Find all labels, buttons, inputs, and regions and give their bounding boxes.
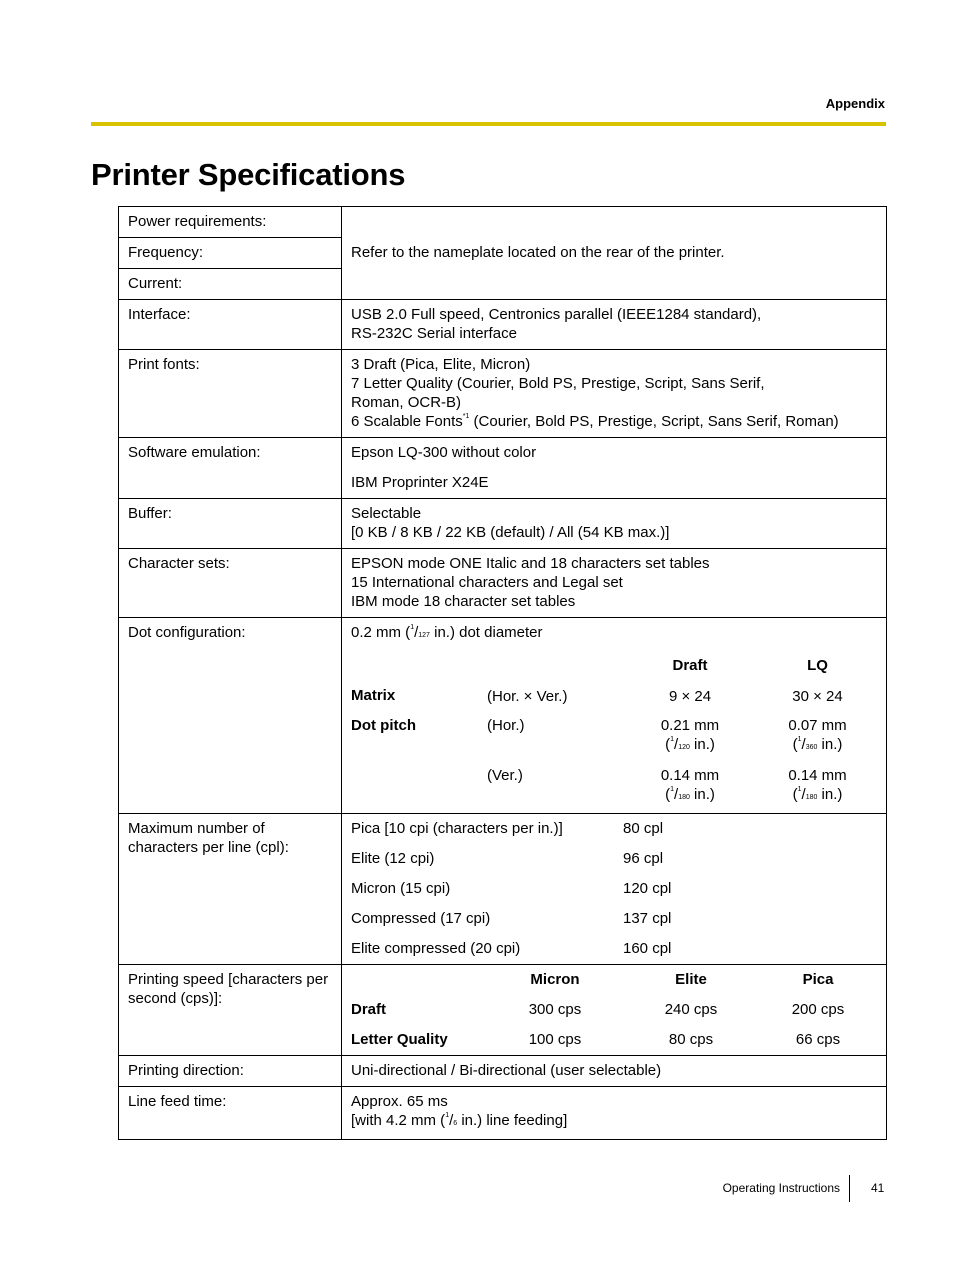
label-interface: Interface: (119, 300, 342, 350)
dot-config-table (351, 645, 877, 807)
fonts-line-scalable (351, 412, 877, 431)
label-buffer: Buffer: (119, 499, 342, 549)
value-power: Refer to the nameplate located on the rear of the printer. (342, 207, 887, 300)
value-interface (342, 300, 887, 350)
matrix-draft: 9 × 24 (668, 688, 712, 705)
spec-row-charsets (119, 549, 887, 618)
spec-row-power (119, 207, 887, 238)
label-charsets: Character sets: (119, 549, 342, 618)
cpl-row: Micron (15 cpi) 120 cpl (351, 880, 672, 897)
value-dots (342, 618, 887, 814)
buffer-line: [0 KB / 8 KB / 22 KB (default) / All (54 KB max.)] (351, 524, 670, 541)
value-direction: Uni-directional / Bi-directional (user selectable) (342, 1056, 887, 1087)
spec-row-fonts (119, 350, 887, 438)
col-elite: Elite (675, 971, 707, 988)
label-cpl: Maximum number of characters per line (cpl): (119, 814, 342, 965)
pitch-hor-draft: 0.21 mm ($^1$/120 in.) (660, 717, 720, 753)
charsets-line: EPSON mode ONE Italic and 18 characters set tables (351, 555, 710, 572)
section-label: Appendix (825, 96, 885, 111)
emulation-line: Epson LQ-300 without color (351, 444, 537, 461)
label-power: Power requirements: (119, 207, 342, 238)
footer-doc-title: Operating Instructions (722, 1181, 840, 1195)
spec-row-speed (119, 965, 887, 1056)
value-emulation (342, 438, 887, 499)
speed-row-draft: Draft 300 cps 240 cps 200 cps (351, 1001, 845, 1018)
label-current: Current: (119, 269, 342, 300)
spec-row-emulation (119, 438, 887, 499)
matrix-lq: 30 × 24 (792, 688, 843, 705)
pitch-ver: (Ver.) (487, 767, 523, 784)
pitch-ver-lq: 0.14 mm ($^1$/180 in.) (788, 767, 847, 803)
header-rule (91, 122, 886, 126)
pitch-hor: (Hor.) (487, 717, 525, 734)
charsets-line: 15 International characters and Legal set (351, 574, 623, 591)
interface-line: USB 2.0 Full speed, Centronics parallel (IEEE1284 standard), (351, 306, 762, 323)
speed-table (351, 970, 877, 1049)
label-dots: Dot configuration: (119, 618, 342, 814)
value-buffer (342, 499, 887, 549)
dot-diameter: 0.2 mm ($^1$/127 in.) dot diameter (351, 624, 543, 641)
label-linefeed: Line feed time: (119, 1087, 342, 1140)
value-speed (342, 965, 887, 1056)
cpl-row: Elite (12 cpi) 96 cpl (351, 850, 664, 867)
label-emulation: Software emulation: (119, 438, 342, 499)
label-speed: Printing speed [characters per second (cps)]: (119, 965, 342, 1056)
cpl-row: Elite compressed (20 cpi) 160 cpl (351, 940, 672, 957)
speed-row-lq: Letter Quality 100 cps 80 cps 66 cps (351, 1031, 841, 1048)
cpl-row: Pica [10 cpi (characters per in.)] 80 cpl (351, 820, 664, 837)
footnote-marker: *1 (462, 413, 470, 420)
page-title: Printer Specifications (91, 157, 406, 192)
cpl-table (351, 819, 877, 958)
col-pica: Pica (802, 971, 834, 988)
label-fonts: Print fonts: (119, 350, 342, 438)
interface-line: RS-232C Serial interface (351, 325, 517, 342)
fonts-line: Roman, OCR-B) (351, 394, 462, 411)
col-draft: Draft (672, 657, 708, 674)
page-number: 41 (871, 1181, 885, 1195)
label-frequency: Frequency: (119, 238, 342, 269)
value-charsets (342, 549, 887, 618)
value-cpl (342, 814, 887, 965)
matrix-label: Matrix (351, 687, 396, 704)
emulation-line: IBM Proprinter X24E (351, 474, 489, 491)
col-lq: LQ (807, 657, 828, 674)
scalable-list: (Courier, Bold PS, Prestige, Script, Sans Serif, Roman) (469, 413, 839, 430)
buffer-line: Selectable (351, 505, 422, 522)
charsets-line: IBM mode 18 character set tables (351, 593, 576, 610)
cpl-row: Compressed (17 cpi) 137 cpl (351, 910, 672, 927)
spec-row-direction (119, 1056, 887, 1087)
fonts-line: 7 Letter Quality (Courier, Bold PS, Prestige, Script, Sans Serif, (351, 375, 765, 392)
spec-row-interface (119, 300, 887, 350)
matrix-dir: (Hor. × Ver.) (487, 688, 568, 705)
pitch-ver-draft: 0.14 mm ($^1$/180 in.) (660, 767, 720, 803)
pitch-label: Dot pitch (351, 717, 416, 734)
spec-row-buffer (119, 499, 887, 549)
label-direction: Printing direction: (119, 1056, 342, 1087)
footer-separator (849, 1175, 850, 1202)
value-fonts (342, 350, 887, 438)
fonts-line: 3 Draft (Pica, Elite, Micron) (351, 356, 531, 373)
spec-row-linefeed (119, 1087, 887, 1140)
spec-row-cpl (119, 814, 887, 965)
pitch-hor-lq: 0.07 mm ($^1$/360 in.) (788, 717, 847, 753)
scalable-text: 6 Scalable Fonts (351, 413, 463, 430)
value-linefeed: Approx. 65 ms [with 4.2 mm ($^1$/6 in.) line feeding] (342, 1087, 887, 1140)
spec-table (118, 206, 887, 1140)
col-micron: Micron (530, 971, 580, 988)
spec-row-dots (119, 618, 887, 814)
